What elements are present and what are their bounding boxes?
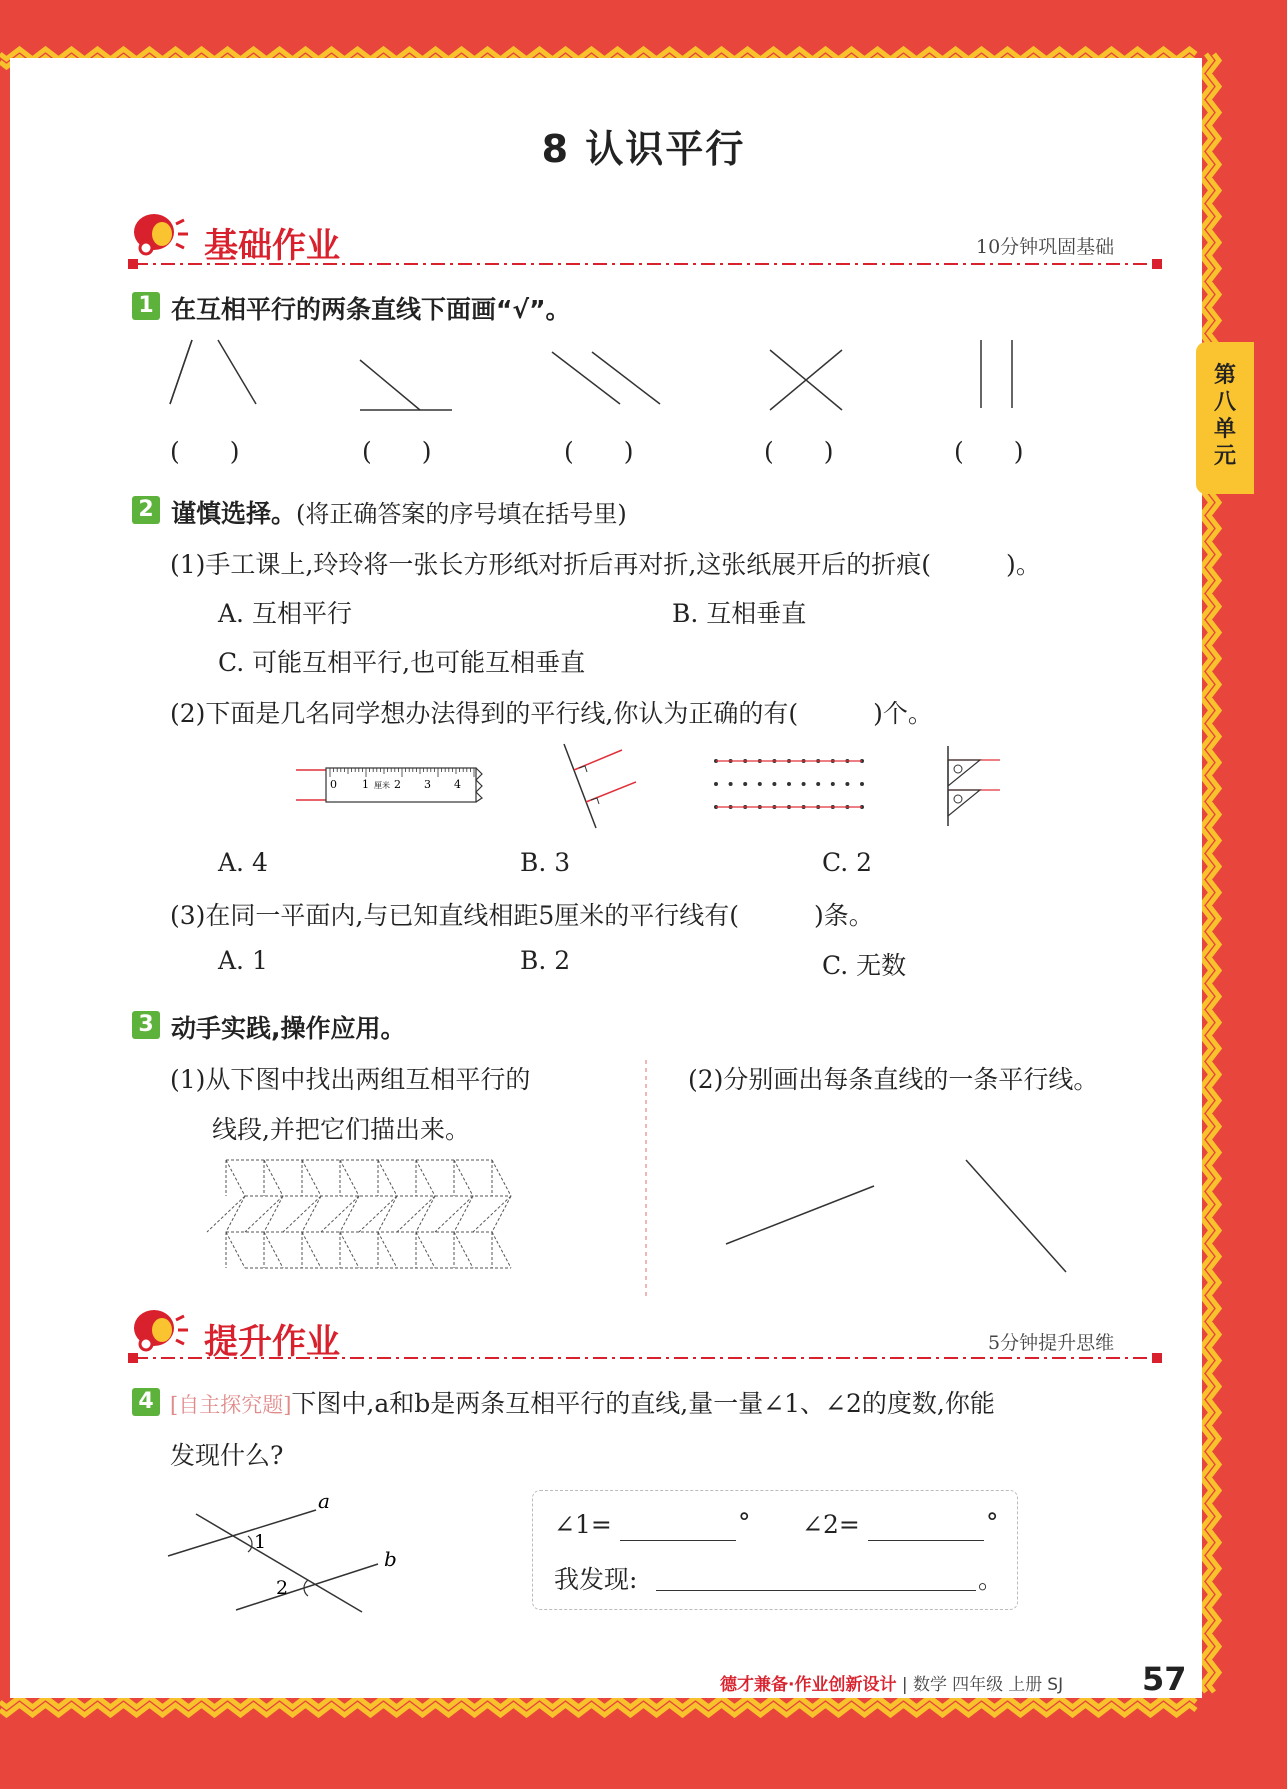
ruler-label: 厘米	[374, 781, 390, 790]
section-advanced-title: 提升作业	[204, 1322, 340, 1362]
grid-dot	[758, 782, 762, 786]
q1-answer-paren-3[interactable]: ( )	[564, 437, 634, 466]
q2-sub2-option-c[interactable]: C. 2	[822, 848, 873, 877]
q2-sub2-option-b[interactable]: B. 3	[520, 848, 571, 877]
question-number-4: 4	[132, 1388, 160, 1416]
question-number-2: 2	[132, 496, 160, 524]
horn-icon-2	[132, 1306, 192, 1356]
footer-edition: SJ	[1047, 1675, 1064, 1695]
q1-answer-paren-5[interactable]: ( )	[954, 437, 1024, 466]
q2-sub2-option-a[interactable]: A. 4	[218, 848, 268, 877]
horn-icon	[132, 210, 192, 260]
unit-tab-char: 单	[1213, 417, 1236, 442]
line-label-a: a	[318, 1489, 330, 1513]
grid-dot	[845, 782, 849, 786]
footer-grade: 四年级	[952, 1675, 1004, 1695]
question-4-line1	[170, 1384, 995, 1420]
triangle-grid[interactable]	[226, 1158, 546, 1278]
question-number-3: 3	[132, 1011, 160, 1039]
question-4-stem: 下图中,a和b是两条互相平行的直线,量一量∠1、∠2的度数,你能	[291, 1389, 995, 1418]
q3-sub1-line2: 线段,并把它们描出来。	[212, 1115, 470, 1144]
finding-blank[interactable]	[656, 1590, 976, 1591]
ruler-label: 4	[454, 778, 461, 791]
q2-sub1-option-a[interactable]: A. 互相平行	[218, 599, 352, 628]
question-number-1: 1	[132, 292, 160, 320]
section-divider-2	[128, 1352, 1168, 1364]
unit-tab-char: 元	[1213, 444, 1236, 469]
q3-sub1-line1: (1)从下图中找出两组互相平行的	[170, 1065, 531, 1094]
q2-sub1-option-c[interactable]: C. 可能互相平行,也可能互相垂直	[218, 648, 586, 677]
q2-sub3-stem: (3)在同一平面内,与已知直线相距5厘米的平行线有( )条。	[170, 901, 874, 930]
angle2-degree: °	[986, 1508, 999, 1537]
ruler-label: 0	[330, 778, 337, 791]
section-basic-title: 基础作业	[204, 226, 340, 266]
q2-sub1-option-b[interactable]: B. 互相垂直	[672, 599, 807, 628]
grid-dot	[816, 782, 820, 786]
footer-series: 德才兼备·作业创新设计	[720, 1675, 897, 1695]
finding-label: 我发现:	[554, 1565, 638, 1594]
grid-dot	[729, 782, 733, 786]
unit-tab-label	[1196, 362, 1254, 470]
q2-method-figures	[296, 742, 1016, 832]
section-advanced-note: 5分钟提升思维	[988, 1332, 1115, 1354]
angle1-degree: °	[738, 1508, 751, 1537]
question-4-tag: [自主探究题]	[170, 1393, 292, 1417]
q3-divider	[644, 1060, 648, 1300]
q2-sub3-option-a[interactable]: A. 1	[218, 946, 268, 975]
unit-tab[interactable]	[1196, 342, 1254, 494]
section-divider	[128, 258, 1168, 270]
footer-subject: 数学	[913, 1675, 948, 1695]
grid-dot	[772, 782, 776, 786]
q1-line-figures	[160, 340, 1160, 420]
q2-sub3-option-b[interactable]: B. 2	[520, 946, 571, 975]
q4-parallel-figure	[166, 1490, 426, 1620]
q2-sub1-stem: (1)手工课上,玲玲将一张长方形纸对折后再对折,这张纸展开后的折痕( )。	[170, 550, 1041, 579]
question-4-line2: 发现什么?	[170, 1441, 284, 1470]
line-label-b: b	[384, 1547, 397, 1571]
question-1-text: 在互相平行的两条直线下面画“√”。	[171, 295, 571, 324]
grid-dot	[802, 782, 806, 786]
grid-dot	[743, 782, 747, 786]
footer-term: 上册	[1008, 1675, 1043, 1695]
grid-dot	[831, 782, 835, 786]
q2-sub3-option-c[interactable]: C. 无数	[822, 951, 907, 980]
unit-tab-char: 八	[1213, 390, 1236, 415]
ruler-label: 3	[424, 778, 431, 791]
angle1-blank[interactable]	[620, 1540, 736, 1541]
angle2-blank[interactable]	[868, 1540, 984, 1541]
unit-tab-char: 第	[1213, 363, 1236, 388]
ruler-label: 2	[394, 778, 401, 791]
angle-label-2: 2	[276, 1577, 289, 1599]
footer: 德才兼备·作业创新设计 | 数学 四年级 上册 SJ	[720, 1675, 1064, 1695]
q3-sub2-text: (2)分别画出每条直线的一条平行线。	[688, 1065, 1099, 1094]
grid-dot	[860, 782, 864, 786]
angle1-label: ∠1=	[554, 1510, 612, 1539]
angle2-label: ∠2=	[802, 1510, 860, 1539]
question-2-title: 谨慎选择。	[171, 499, 297, 528]
grid-dot	[714, 782, 718, 786]
grid-dot	[787, 782, 791, 786]
finding-period: 。	[978, 1565, 1004, 1594]
q1-answer-paren-1[interactable]: ( )	[170, 437, 240, 466]
ruler-label: 1	[362, 778, 369, 791]
section-basic-note: 10分钟巩固基础	[976, 236, 1115, 258]
question-2-text	[171, 494, 627, 530]
page-number: 57	[1142, 1660, 1187, 1698]
q2-sub2-stem: (2)下面是几名同学想办法得到的平行线,你认为正确的有( )个。	[170, 699, 933, 728]
question-3-text: 动手实践,操作应用。	[171, 1014, 406, 1043]
q3-given-lines[interactable]	[720, 1156, 1120, 1296]
angle-label-1: 1	[254, 1531, 267, 1553]
q1-answer-paren-2[interactable]: ( )	[362, 437, 432, 466]
question-2-note: (将正确答案的序号填在括号里)	[296, 500, 627, 528]
q1-answer-paren-4[interactable]: ( )	[764, 437, 834, 466]
page-title: 8 认识平行	[541, 127, 746, 171]
